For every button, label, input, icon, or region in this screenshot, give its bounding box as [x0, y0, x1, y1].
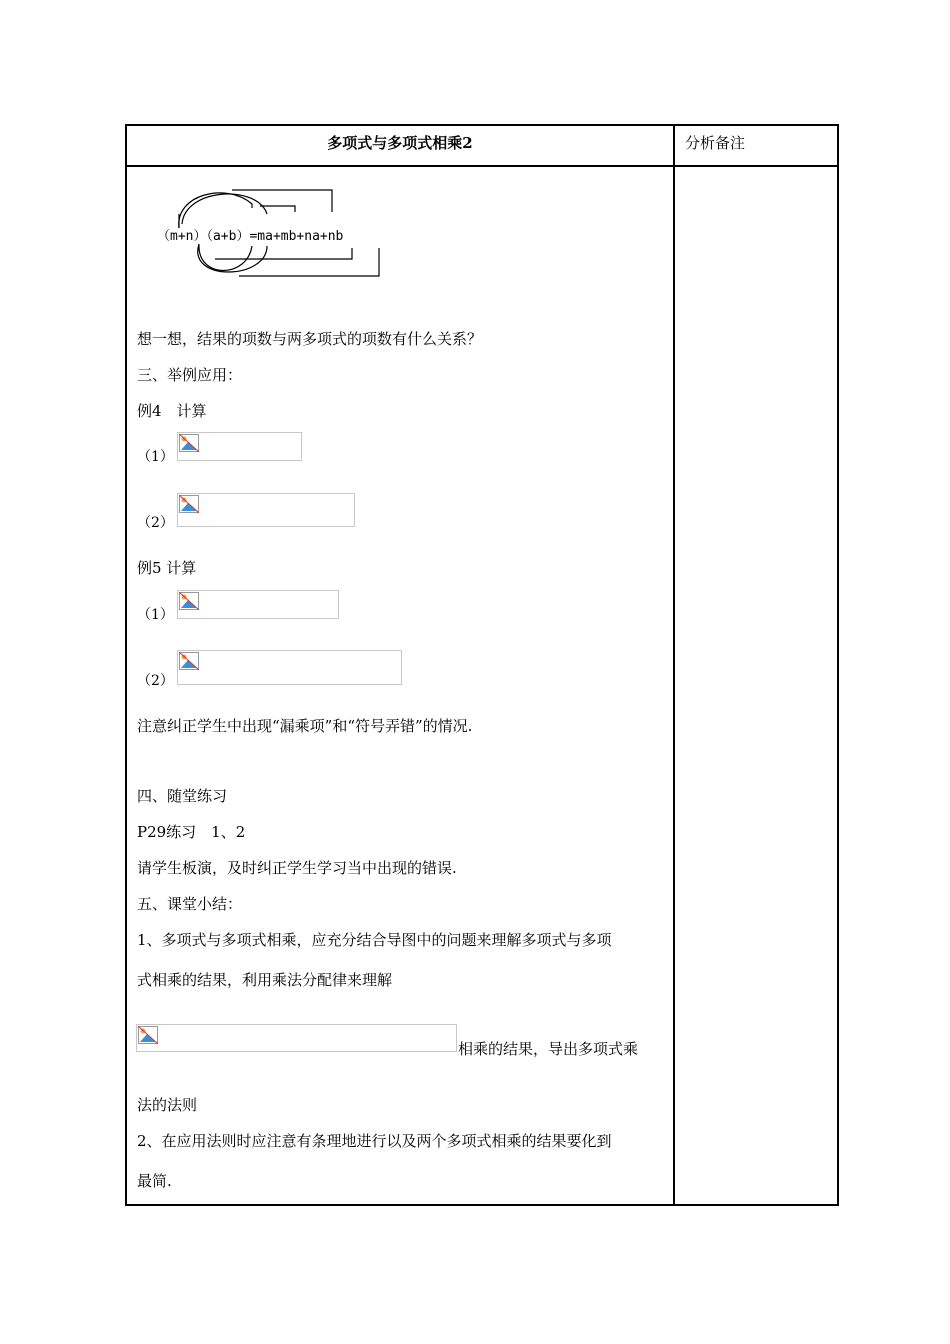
summary-2-line-2: 最简. [137, 1172, 172, 1190]
section-3-heading: 三、举例应用： [137, 366, 243, 384]
example-5-item-1-label: （1） [137, 607, 174, 623]
summary-inline-image [136, 1024, 457, 1052]
column-divider [673, 126, 675, 1204]
example-4-item-1-label: （1） [137, 449, 174, 465]
header-divider [127, 165, 837, 167]
broken-image-icon [179, 592, 199, 610]
example-5-item-2-label: （2） [137, 673, 174, 689]
attention-note: 注意纠正学生中出现“漏乘项”和“符号弄错”的情况. [137, 717, 473, 735]
distributive-diagram [157, 184, 417, 288]
broken-image-icon [138, 1026, 158, 1044]
lesson-table [125, 124, 839, 1206]
example-5-item-1-image [177, 590, 339, 619]
example-4-item-2-label: （2） [137, 515, 174, 531]
practice-reference: P29练习 1、2 [137, 823, 246, 841]
example-5-heading: 例5 计算 [137, 559, 197, 577]
example-5-item-2-image [177, 650, 402, 685]
summary-2-line-1: 2、在应用法则时应注意有条理地进行以及两个多项式相乘的结果要化到 [137, 1132, 612, 1150]
think-question: 想一想，结果的项数与两多项式的项数有什么关系？ [137, 330, 483, 348]
summary-1-line-4: 法的法则 [137, 1096, 198, 1114]
formula-text: （m+n）（a+b）=ma+mb+na+nb [157, 229, 344, 244]
example-4-item-2-image [177, 493, 355, 527]
notes-column-header: 分析备注 [685, 134, 746, 152]
lesson-title: 多项式与多项式相乘2 [327, 134, 473, 152]
summary-1-line-2: 式相乘的结果，利用乘法分配律来理解 [137, 971, 393, 989]
board-instruction: 请学生板演，及时纠正学生学习当中出现的错误. [137, 859, 457, 877]
broken-image-icon [179, 495, 199, 513]
broken-image-icon [179, 434, 199, 452]
summary-1-line-1: 1、多项式与多项式相乘，应充分结合导图中的问题来理解多项式与多项 [137, 931, 612, 949]
section-5-heading: 五、课堂小结： [137, 895, 243, 913]
broken-image-icon [179, 652, 199, 670]
summary-1-line-3: 相乘的结果，导出多项式乘 [458, 1040, 639, 1058]
example-4-heading: 例4 计算 [137, 402, 207, 420]
example-4-item-1-image [177, 432, 302, 461]
section-4-heading: 四、随堂练习 [137, 787, 228, 805]
